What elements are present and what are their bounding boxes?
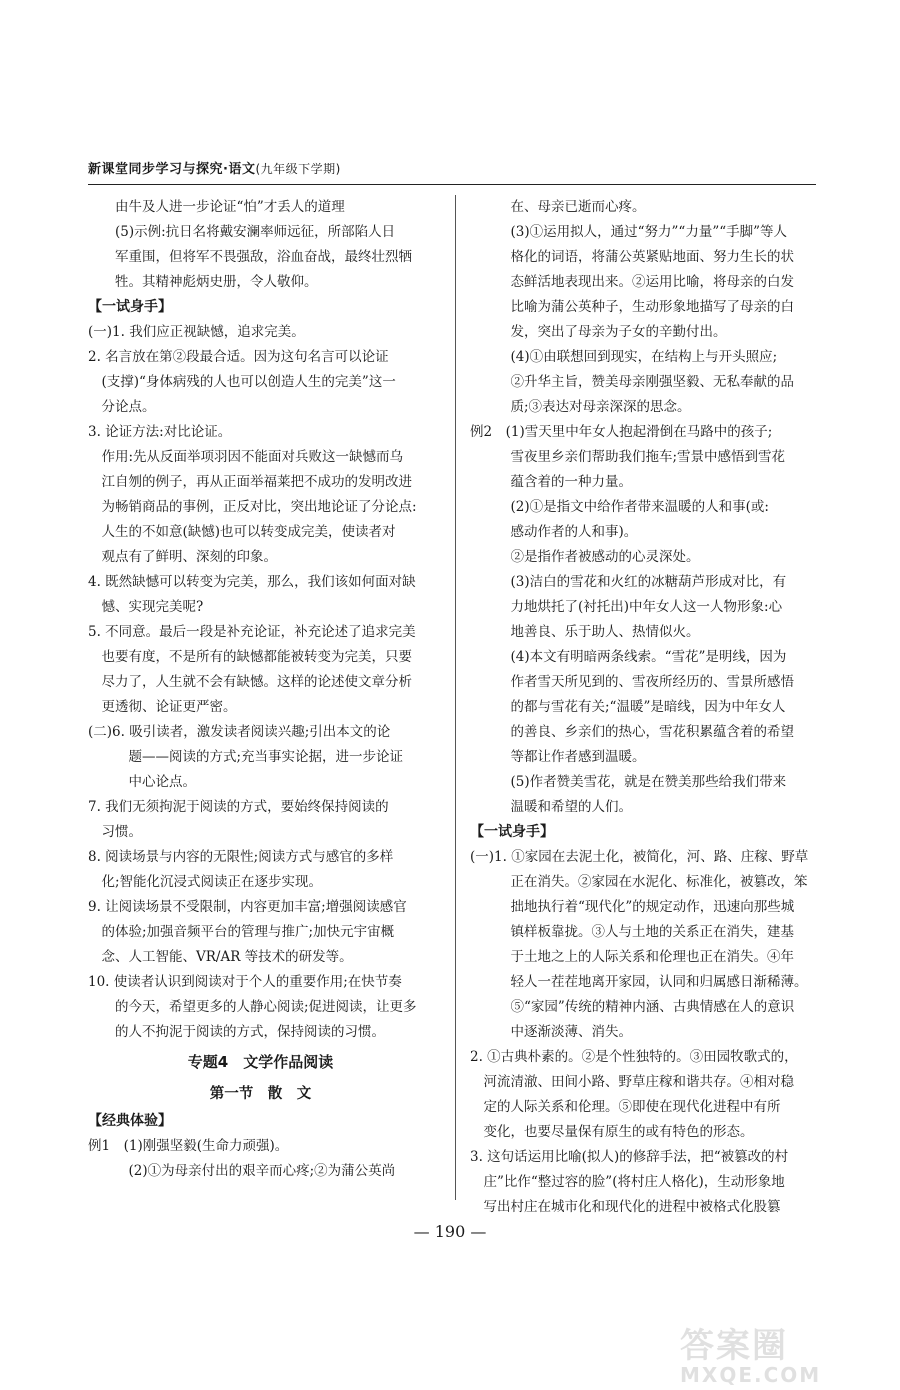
text-line: 变化，也要尽量保有原生的或有特色的形态。	[470, 1124, 754, 1140]
text-line: 2. ①古典朴素的。②是个性独特的。③田园牧歌式的，	[470, 1049, 798, 1065]
text-line: 庄”比作“整过容的脸”(将村庄人格化)，生动形象地	[470, 1174, 785, 1190]
text-line: 作用:先从反面举项羽因不能面对兵败这一缺憾而乌	[88, 449, 404, 465]
header-title: 新课堂同步学习与探究·语文	[88, 162, 256, 177]
text-line: 军重围，但将军不畏强敌，浴血奋战，最终壮烈牺	[88, 249, 412, 265]
running-header	[88, 158, 816, 185]
text-line: 写出村庄在城市化和现代化的进程中被格式化股篡	[470, 1199, 781, 1215]
text-line: (3)洁白的雪花和火红的冰糖葫芦形成对比，有	[470, 574, 787, 590]
text-line: (2)①为母亲付出的艰辛而心疼;②为蒲公英尚	[88, 1163, 396, 1179]
text-line: 化;智能化沉浸式阅读正在逐步实现。	[88, 874, 323, 890]
text-line: 作者雪天所见到的、雪夜所经历的、雪景所感悟	[470, 674, 794, 690]
text-line: 7. 我们无须拘泥于阅读的方式，要始终保持阅读的	[88, 799, 389, 815]
text-line: 中逐渐淡薄、消失。	[470, 1024, 632, 1040]
text-line: 更透彻、论证更严密。	[88, 699, 237, 715]
text-line: 发，突出了母亲为子女的辛勤付出。	[470, 324, 727, 340]
section-heading: 【一试身手】	[88, 299, 172, 315]
text-line: 的人不拘泥于阅读的方式，保持阅读的习惯。	[88, 1024, 385, 1040]
text-line: 9. 让阅读场景不受限制，内容更加丰富;增强阅读感官	[88, 899, 407, 915]
text-line: 分论点。	[88, 399, 156, 415]
text-line: 的善良、乡亲们的热心，雪花积累蕴含着的希望	[470, 724, 794, 740]
text-line: 于土地之上的人际关系和伦理也正在消失。④年	[470, 949, 794, 965]
text-line: 2. 名言放在第②段最合适。因为这句名言可以论证	[88, 349, 389, 365]
text-line: 在、母亲已逝而心疼。	[470, 199, 646, 215]
text-line: 蕴含着的一种力量。	[470, 474, 632, 490]
watermark-bottom: MXQE.COM	[680, 1363, 822, 1387]
text-line: 习惯。	[88, 824, 142, 840]
text-line: 镇样板靠拢。③人与土地的关系正在消失，建基	[470, 924, 794, 940]
text-line: (4)本文有明暗两条线索。“雪花”是明线，因为	[470, 649, 787, 665]
text-line: 江自刎的例子，再从正面举福莱把不成功的发明改进	[88, 474, 412, 490]
watermark-logo	[680, 1318, 880, 1388]
text-line: 憾、实现完美呢?	[88, 599, 204, 615]
text-line: 为畅销商品的事例，正反对比，突出地论证了分论点:	[88, 499, 417, 515]
text-line: 观点有了鲜明、深刻的印象。	[88, 549, 277, 565]
left-column	[88, 195, 433, 1184]
text-line: 由牛及人进一步论证“怕”才丢人的道理	[88, 199, 345, 215]
text-line: 拙地执行着“现代化”的规定动作，迅速向那些城	[470, 899, 795, 915]
text-line: 的都与雪花有关;“温暖”是暗线，因为中年女人	[470, 699, 786, 715]
text-line: 也要有度，不是所有的缺憾都能被转变为完美，只要	[88, 649, 412, 665]
text-line: 比喻为蒲公英种子，生动形象地描写了母亲的白	[470, 299, 794, 315]
text-line: 3. 论证方法:对比论证。	[88, 424, 232, 440]
header-subtitle: (九年级下学期)	[255, 162, 341, 176]
text-line: 人生的不如意(缺憾)也可以转变成完美，使读者对	[88, 524, 396, 540]
text-line: (5)示例:抗日名将戴安澜率师远征，所部陷人日	[88, 224, 396, 240]
text-line: (一)1. ①家园在去泥土化，被简化，河、路、庄稼、野草	[470, 849, 809, 865]
text-line: (一)1. 我们应正视缺憾，追求完美。	[88, 324, 305, 340]
text-line: 地善良、乐于助人、热情似火。	[470, 624, 700, 640]
watermark-top: 答案圈	[680, 1326, 788, 1366]
text-line: (3)①运用拟人，通过“努力”“力量”“手脚”等人	[470, 224, 788, 240]
section-heading: 【经典体验】	[88, 1113, 172, 1129]
text-line: (4)①由联想回到现实，在结构上与开头照应;	[470, 349, 778, 365]
right-column	[470, 195, 815, 1220]
text-line: 牲。其精神彪炳史册，令人敬仰。	[88, 274, 318, 290]
text-line: 5. 不同意。最后一段是补充论证，补充论述了追求完美	[88, 624, 416, 640]
text-line: 河流清澈、田间小路、野草庄稼和谐共存。④相对稳	[470, 1074, 794, 1090]
text-line: 雪夜里乡亲们帮助我们拖车;雪景中感悟到雪花	[470, 449, 786, 465]
text-line: 温暖和希望的人们。	[470, 799, 632, 815]
text-line: (5)作者赞美雪花，就是在赞美那些给我们带来	[470, 774, 787, 790]
text-line: 感动作者的人和事)。	[470, 524, 638, 540]
section-heading: 第一节 散 文	[209, 1086, 312, 1102]
column-divider	[455, 195, 456, 1200]
text-line: 例2 (1)雪天里中年女人抱起滑倒在马路中的孩子;	[470, 424, 773, 440]
text-line: 的今天，希望更多的人静心阅读;促进阅读，让更多	[88, 999, 417, 1015]
page-number: — 190 —	[413, 1222, 487, 1241]
text-line: (2)①是指文中给作者带来温暖的人和事(或:	[470, 499, 769, 515]
text-line: ②是指作者被感动的心灵深处。	[470, 549, 700, 565]
text-line: 正在消失。②家园在水泥化、标准化，被篡改，笨	[470, 874, 808, 890]
text-line: 定的人际关系和伦理。⑤即使在现代化进程中有所	[470, 1099, 781, 1115]
text-line: (二)6. 吸引读者，激发读者阅读兴趣;引出本文的论	[88, 724, 391, 740]
text-line: 力地烘托了(衬托出)中年女人这一人物形象:心	[470, 599, 783, 615]
text-line: 中心论点。	[88, 774, 196, 790]
text-line: ⑤“家园”传统的精神内涵、古典情感在人的意识	[470, 999, 795, 1015]
text-line: 尽力了，人生就不会有缺憾。这样的论述使文章分析	[88, 674, 412, 690]
section-heading: 专题4 文学作品阅读	[187, 1053, 334, 1071]
text-line: 格化的词语，将蒲公英紧贴地面、努力生长的状	[470, 249, 794, 265]
text-line: (支撑)“身体病残的人也可以创造人生的完美”这一	[88, 374, 396, 390]
text-line: 质;③表达对母亲深深的思念。	[470, 399, 691, 415]
text-line: 轻人一茬茬地离开家园，认同和归属感日渐稀薄。	[470, 974, 808, 990]
text-line: ②升华主旨，赞美母亲刚强坚毅、无私奉献的品	[470, 374, 794, 390]
text-line: 8. 阅读场景与内容的无限性;阅读方式与感官的多样	[88, 849, 394, 865]
text-line: 3. 这句话运用比喻(拟人)的修辞手法，把“被篡改的村	[470, 1149, 789, 1165]
text-line: 4. 既然缺憾可以转变为完美，那么，我们该如何面对缺	[88, 574, 416, 590]
text-line: 例1 (1)刚强坚毅(生命力顽强)。	[88, 1138, 289, 1154]
text-line: 题——阅读的方式;充当事实论据，进一步论证	[88, 749, 404, 765]
text-line: 10. 使读者认识到阅读对于个人的重要作用;在快节奏	[88, 974, 402, 990]
text-line: 态鲜活地表现出来。②运用比喻，将母亲的白发	[470, 274, 794, 290]
text-line: 等都让作者感到温暖。	[470, 749, 646, 765]
section-heading: 【一试身手】	[470, 824, 554, 840]
text-line: 念、人工智能、VR/AR 等技术的研发等。	[88, 949, 353, 965]
text-line: 的体验;加强音频平台的管理与推广;加快元宇宙概	[88, 924, 395, 940]
